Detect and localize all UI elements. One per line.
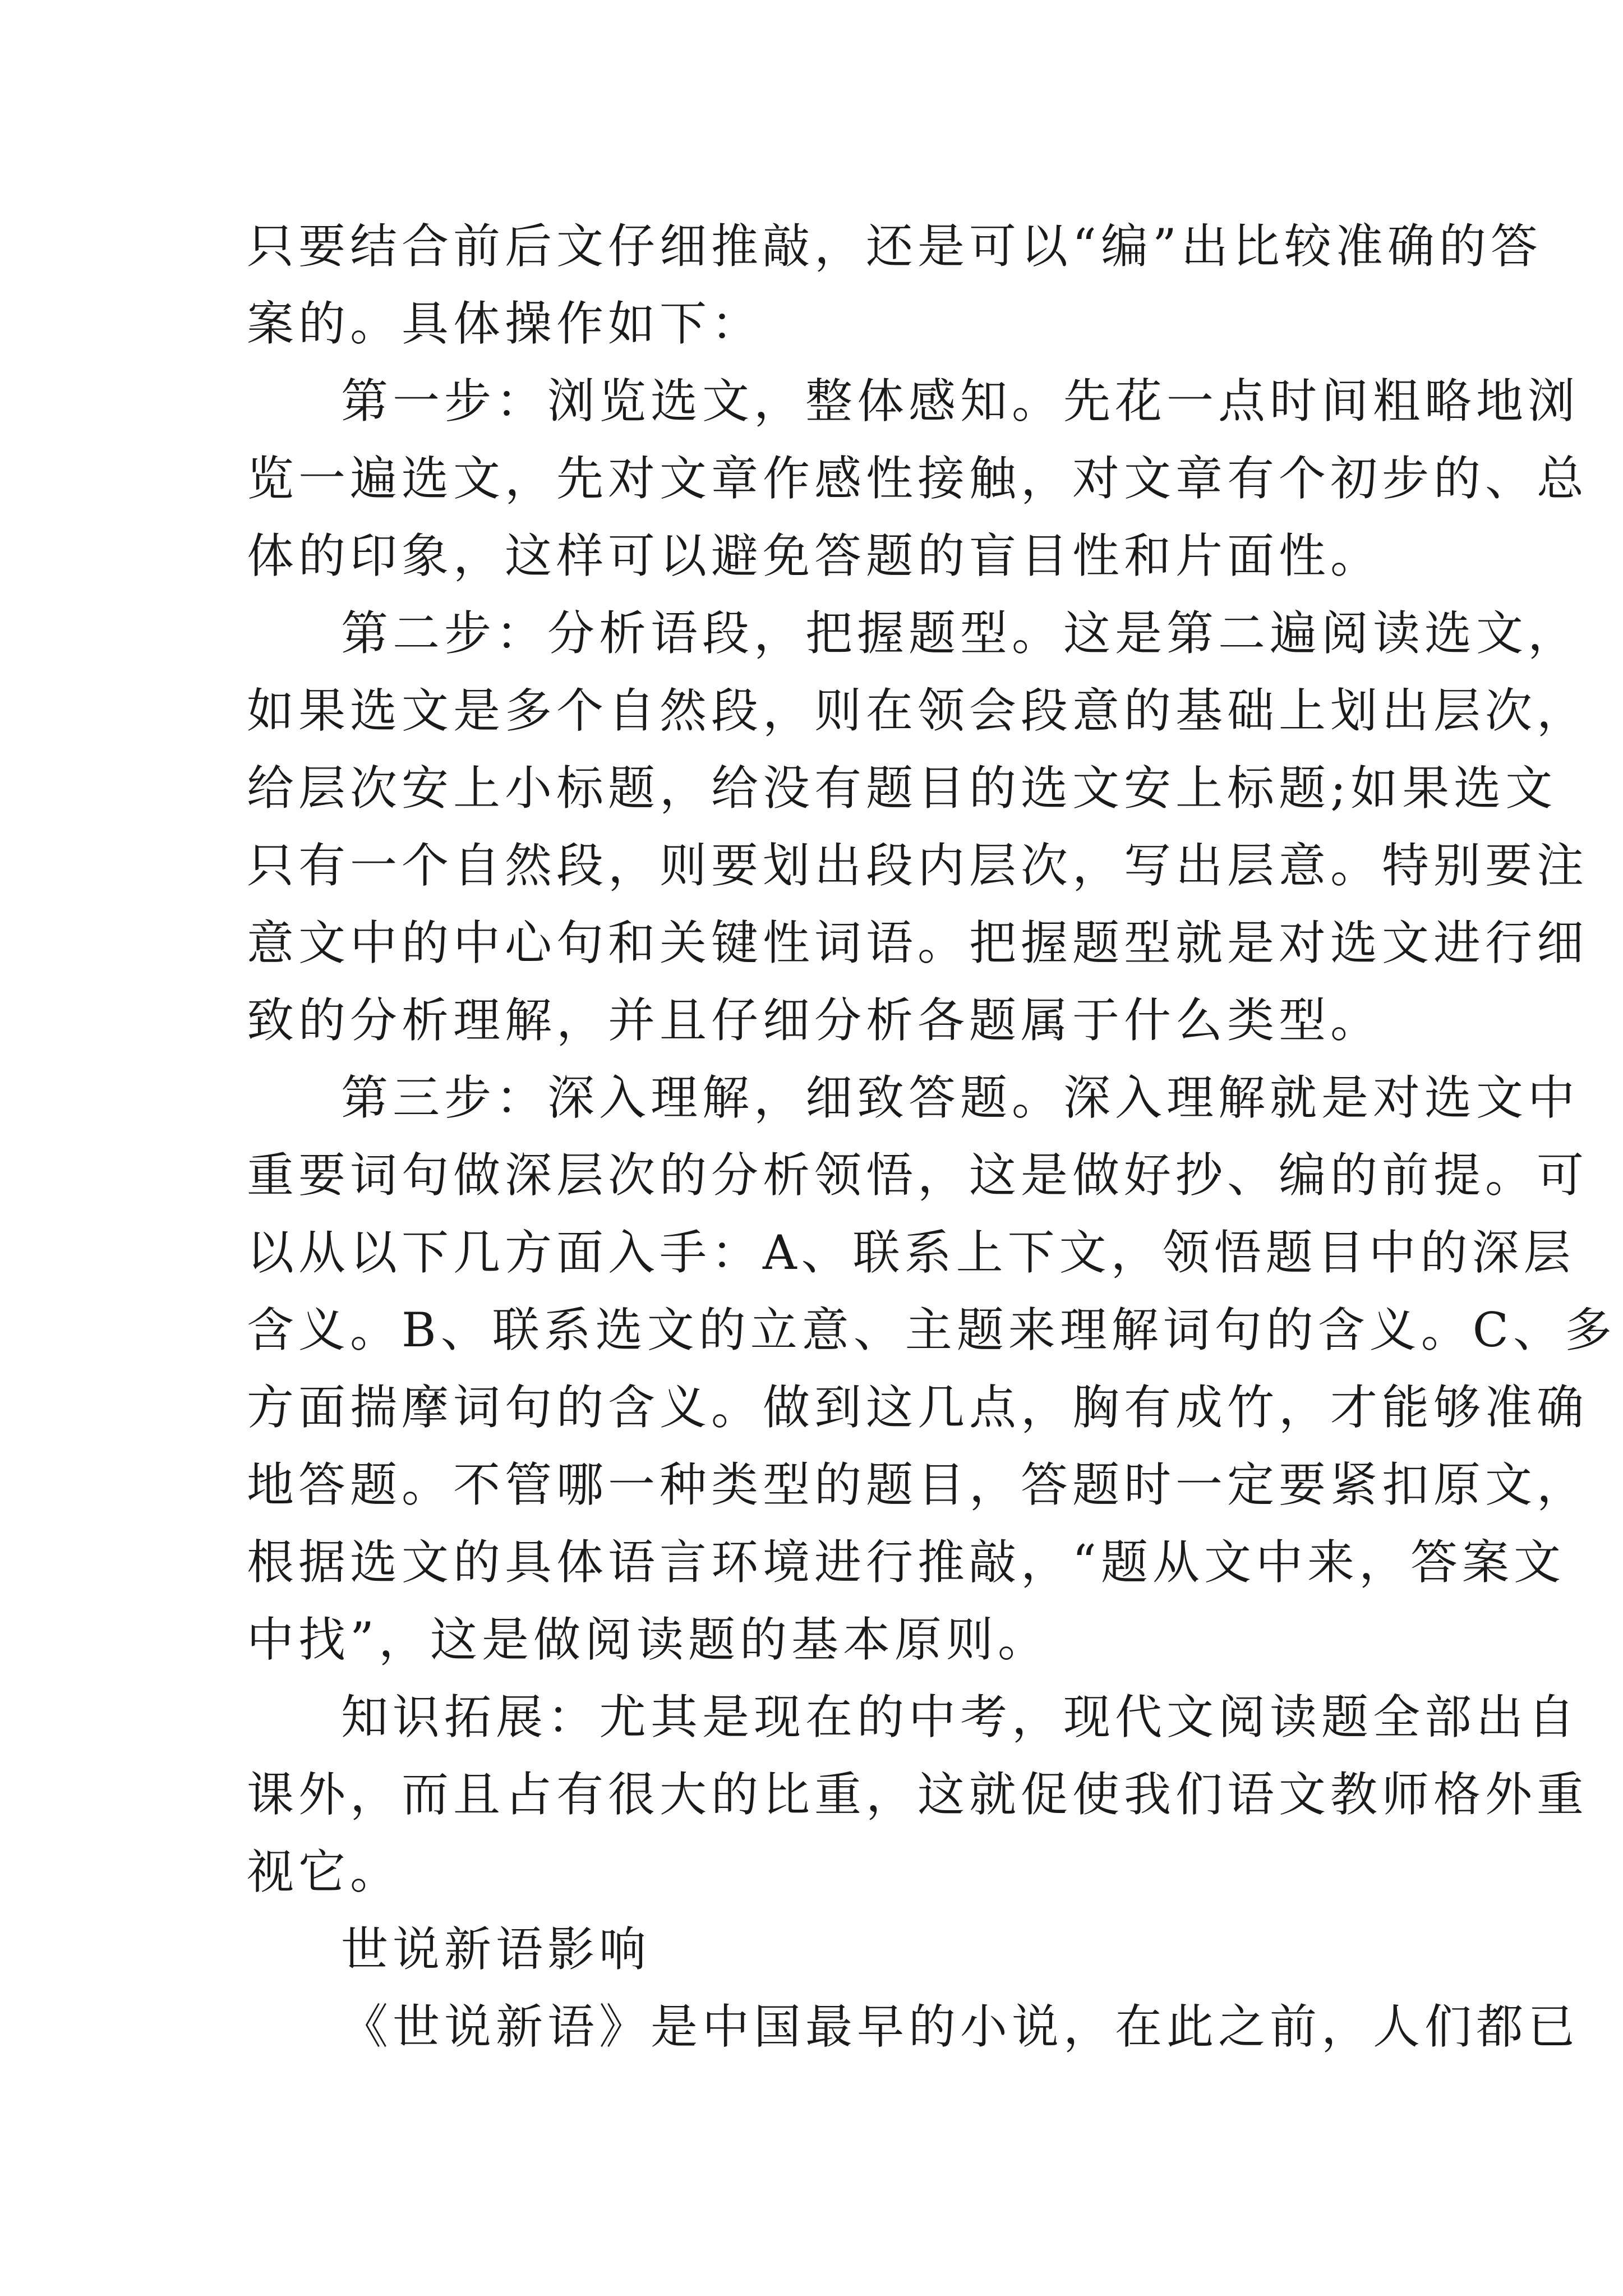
text-line: 览一遍选文，先对文章作感性接触，对文章有个初步的、总 — [247, 451, 1589, 506]
body-text — [247, 208, 1617, 2065]
text-line: 以从以下几方面入手：A、联系上下文，领悟题目中的深层 — [247, 1225, 1575, 1280]
text-line: 中找”，这是做阅读题的基本原则。 — [247, 1612, 1049, 1667]
text-line: 《世说新语》是中国最早的小说，在此之前，人们都已 — [341, 1999, 1580, 2054]
text-line: 知识拓展：尤其是现在的中考，现代文阅读题全部出自 — [341, 1690, 1580, 1745]
text-line: 给层次安上小标题，给没有题目的选文安上标题;如果选文 — [247, 761, 1557, 816]
text-line: 意文中的中心句和关键性词语。把握题型就是对选文进行细 — [247, 915, 1589, 970]
text-line: 致的分析理解，并且仔细分析各题属于什么类型。 — [247, 993, 1382, 1048]
text-line: 地答题。不管哪一种类型的题目，答题时一定要紧扣原文， — [247, 1457, 1589, 1512]
text-line: 课外，而且占有很大的比重，这就促使我们语文教师格外重 — [247, 1767, 1589, 1822]
text-line: 第一步：浏览选文，整体感知。先花一点时间粗略地浏 — [341, 374, 1580, 429]
text-line: 第三步：深入理解，细致答题。深入理解就是对选文中 — [341, 1070, 1580, 1125]
text-line: 方面揣摩词句的含义。做到这几点，胸有成竹，才能够准确 — [247, 1380, 1589, 1435]
text-line: 如果选文是多个自然段，则在领会段意的基础上划出层次， — [247, 683, 1589, 738]
text-line: 视它。 — [247, 1844, 402, 1899]
text-line: 根据选文的具体语言环境进行推敲，“题从文中来，答案文 — [247, 1535, 1565, 1590]
text-line: 只要结合前后文仔细推敲，还是可以“编”出比较准确的答 — [247, 219, 1542, 274]
text-line: 案的。具体操作如下： — [247, 296, 763, 351]
text-line: 体的印象，这样可以避免答题的盲目性和片面性。 — [247, 528, 1382, 583]
text-line: 重要词句做深层次的分析领悟，这是做好抄、编的前提。可 — [247, 1148, 1589, 1203]
text-line: 含义。B、联系选文的立意、主题来理解词句的含义。C、多 — [247, 1303, 1617, 1358]
section-heading: 世说新语影响 — [341, 1922, 651, 1977]
text-line: 只有一个自然段，则要划出段内层次，写出层意。特别要注 — [247, 838, 1589, 893]
text-line: 第二步：分析语段，把握题型。这是第二遍阅读选文， — [341, 606, 1580, 661]
